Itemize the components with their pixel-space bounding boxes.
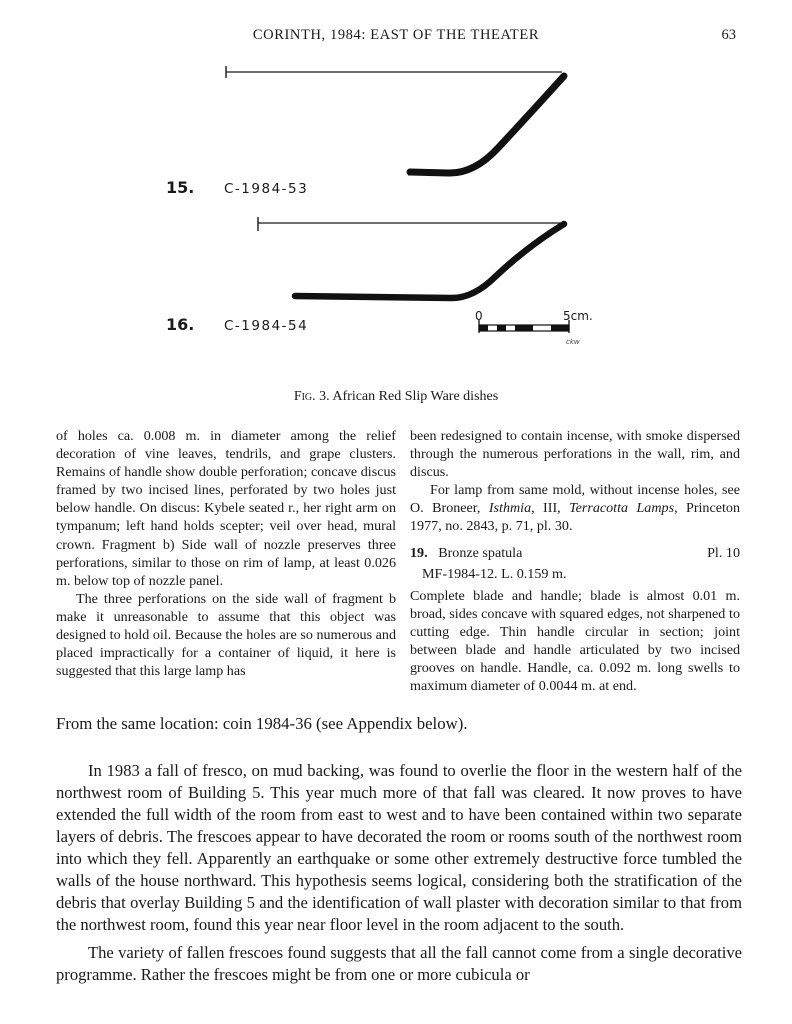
right-column xyxy=(410,427,740,695)
catalogue-id-16: C-1984-54 xyxy=(224,318,309,334)
entry-plate: Pl. 10 xyxy=(707,544,740,561)
main-text xyxy=(56,760,742,986)
figure-number-15: 15. xyxy=(166,178,195,197)
right-paragraph-2 xyxy=(410,481,740,535)
right-paragraph-1: been redesigned to contain incense, with smoke dispersed through the numerous perforations in the wall, rim, and discus. xyxy=(410,428,740,481)
ref-title-lamps: Terracotta Lamps xyxy=(569,500,675,517)
page-number: 63 xyxy=(721,27,736,43)
caption-prefix: Fig. xyxy=(293,389,316,404)
left-paragraph-2: The three perforations on the side wall of fragment b make it unreasonable to assume that this object was designed to hold oil. Because the holes are so numerous and placed impractically for a container of liquid, it here is suggested that this large lamp has xyxy=(56,590,396,680)
ref-volume: , III, xyxy=(531,500,570,517)
profile-drawing-15 xyxy=(226,66,564,174)
body-paragraph-1: In 1983 a fall of fresco, on mud backing, was found to overlie the floor in the western half of the northwest room of Building 5. This year much more of that fall was cleared. It now proves to have extended the full width of the room from east to west and to have been contained within two separate layers of debris. The frescoes appear to have decorated the room or rooms south of the northwest room into which they fell. Apparently an earthquake or some other extremely destructive force tumbled the walls of the house northward. This hypothesis seems logical, considering both the stratification of the debris that overlay Building 5 and the identification of wall plaster with decoration similar to that from the northwest room, found this year near floor level in the room adjacent to the south. xyxy=(56,761,742,934)
scale-bar xyxy=(479,320,569,333)
catalogue-id-15: C-1984-53 xyxy=(224,181,309,197)
ref-text: For lamp from same mold, without incense holes, see O. Broneer, xyxy=(410,482,740,517)
left-column xyxy=(56,427,396,680)
entry-description: Complete blade and handle; blade is almost 0.01 m. broad, sides concave with squared edges, not sharpened to cutting edge. Thin handle circular in section; joint between blade and handle articulated by two incised grooves on handle. Handle, ca. 0.092 m. long swells to maximum diameter of 0.0044 m. at end. xyxy=(410,587,740,695)
ref-details: , Princeton 1977, no. 2843, p. 71, pl. 30. xyxy=(410,500,740,535)
scale-start-label: 0 xyxy=(475,309,483,323)
profile-drawing-16 xyxy=(258,217,564,298)
figure-number-16: 16. xyxy=(166,315,195,334)
entry-number: 19. xyxy=(410,544,428,561)
coin-reference: From the same location: coin 1984-36 (see Appendix below). xyxy=(56,714,468,733)
figure-caption xyxy=(0,389,792,405)
running-title: CORINTH, 1984: EAST OF THE THEATER xyxy=(252,27,540,43)
scale-end-label: 5cm. xyxy=(563,309,593,323)
catalogue-entry-header xyxy=(410,544,740,562)
draftsman-signature: ckw xyxy=(566,338,580,346)
caption-text: 3. African Red Slip Ware dishes xyxy=(315,389,499,404)
left-paragraph-1: of holes ca. 0.008 m. in diameter among the relief decoration of vine leaves, tendrils, and grape clusters. Remains of handle show double perforation; concave discus framed by two incised lines, perforated by two holes just below handle. On discus: Kybele seated r., her right arm on tympanum; left hand holds scepter; veil over head, mural crown. Fragment b) Side wall of nozzle preserves three perforations, similar to those on rim of lamp, at least 0.026 m. below top of nozzle panel. xyxy=(56,428,396,589)
profile-drawings xyxy=(0,55,792,355)
running-header xyxy=(0,27,792,47)
entry-title: Bronze spatula xyxy=(438,544,523,561)
body-paragraph-2: The variety of fallen frescoes found suggests that all the fall cannot come from a single decorative programme. Rather the frescoes might be from one or more cubicula or xyxy=(56,943,742,984)
entry-inventory: MF-1984-12. L. 0.159 m. xyxy=(422,565,567,582)
ref-title-isthmia: Isthmia xyxy=(488,500,532,517)
